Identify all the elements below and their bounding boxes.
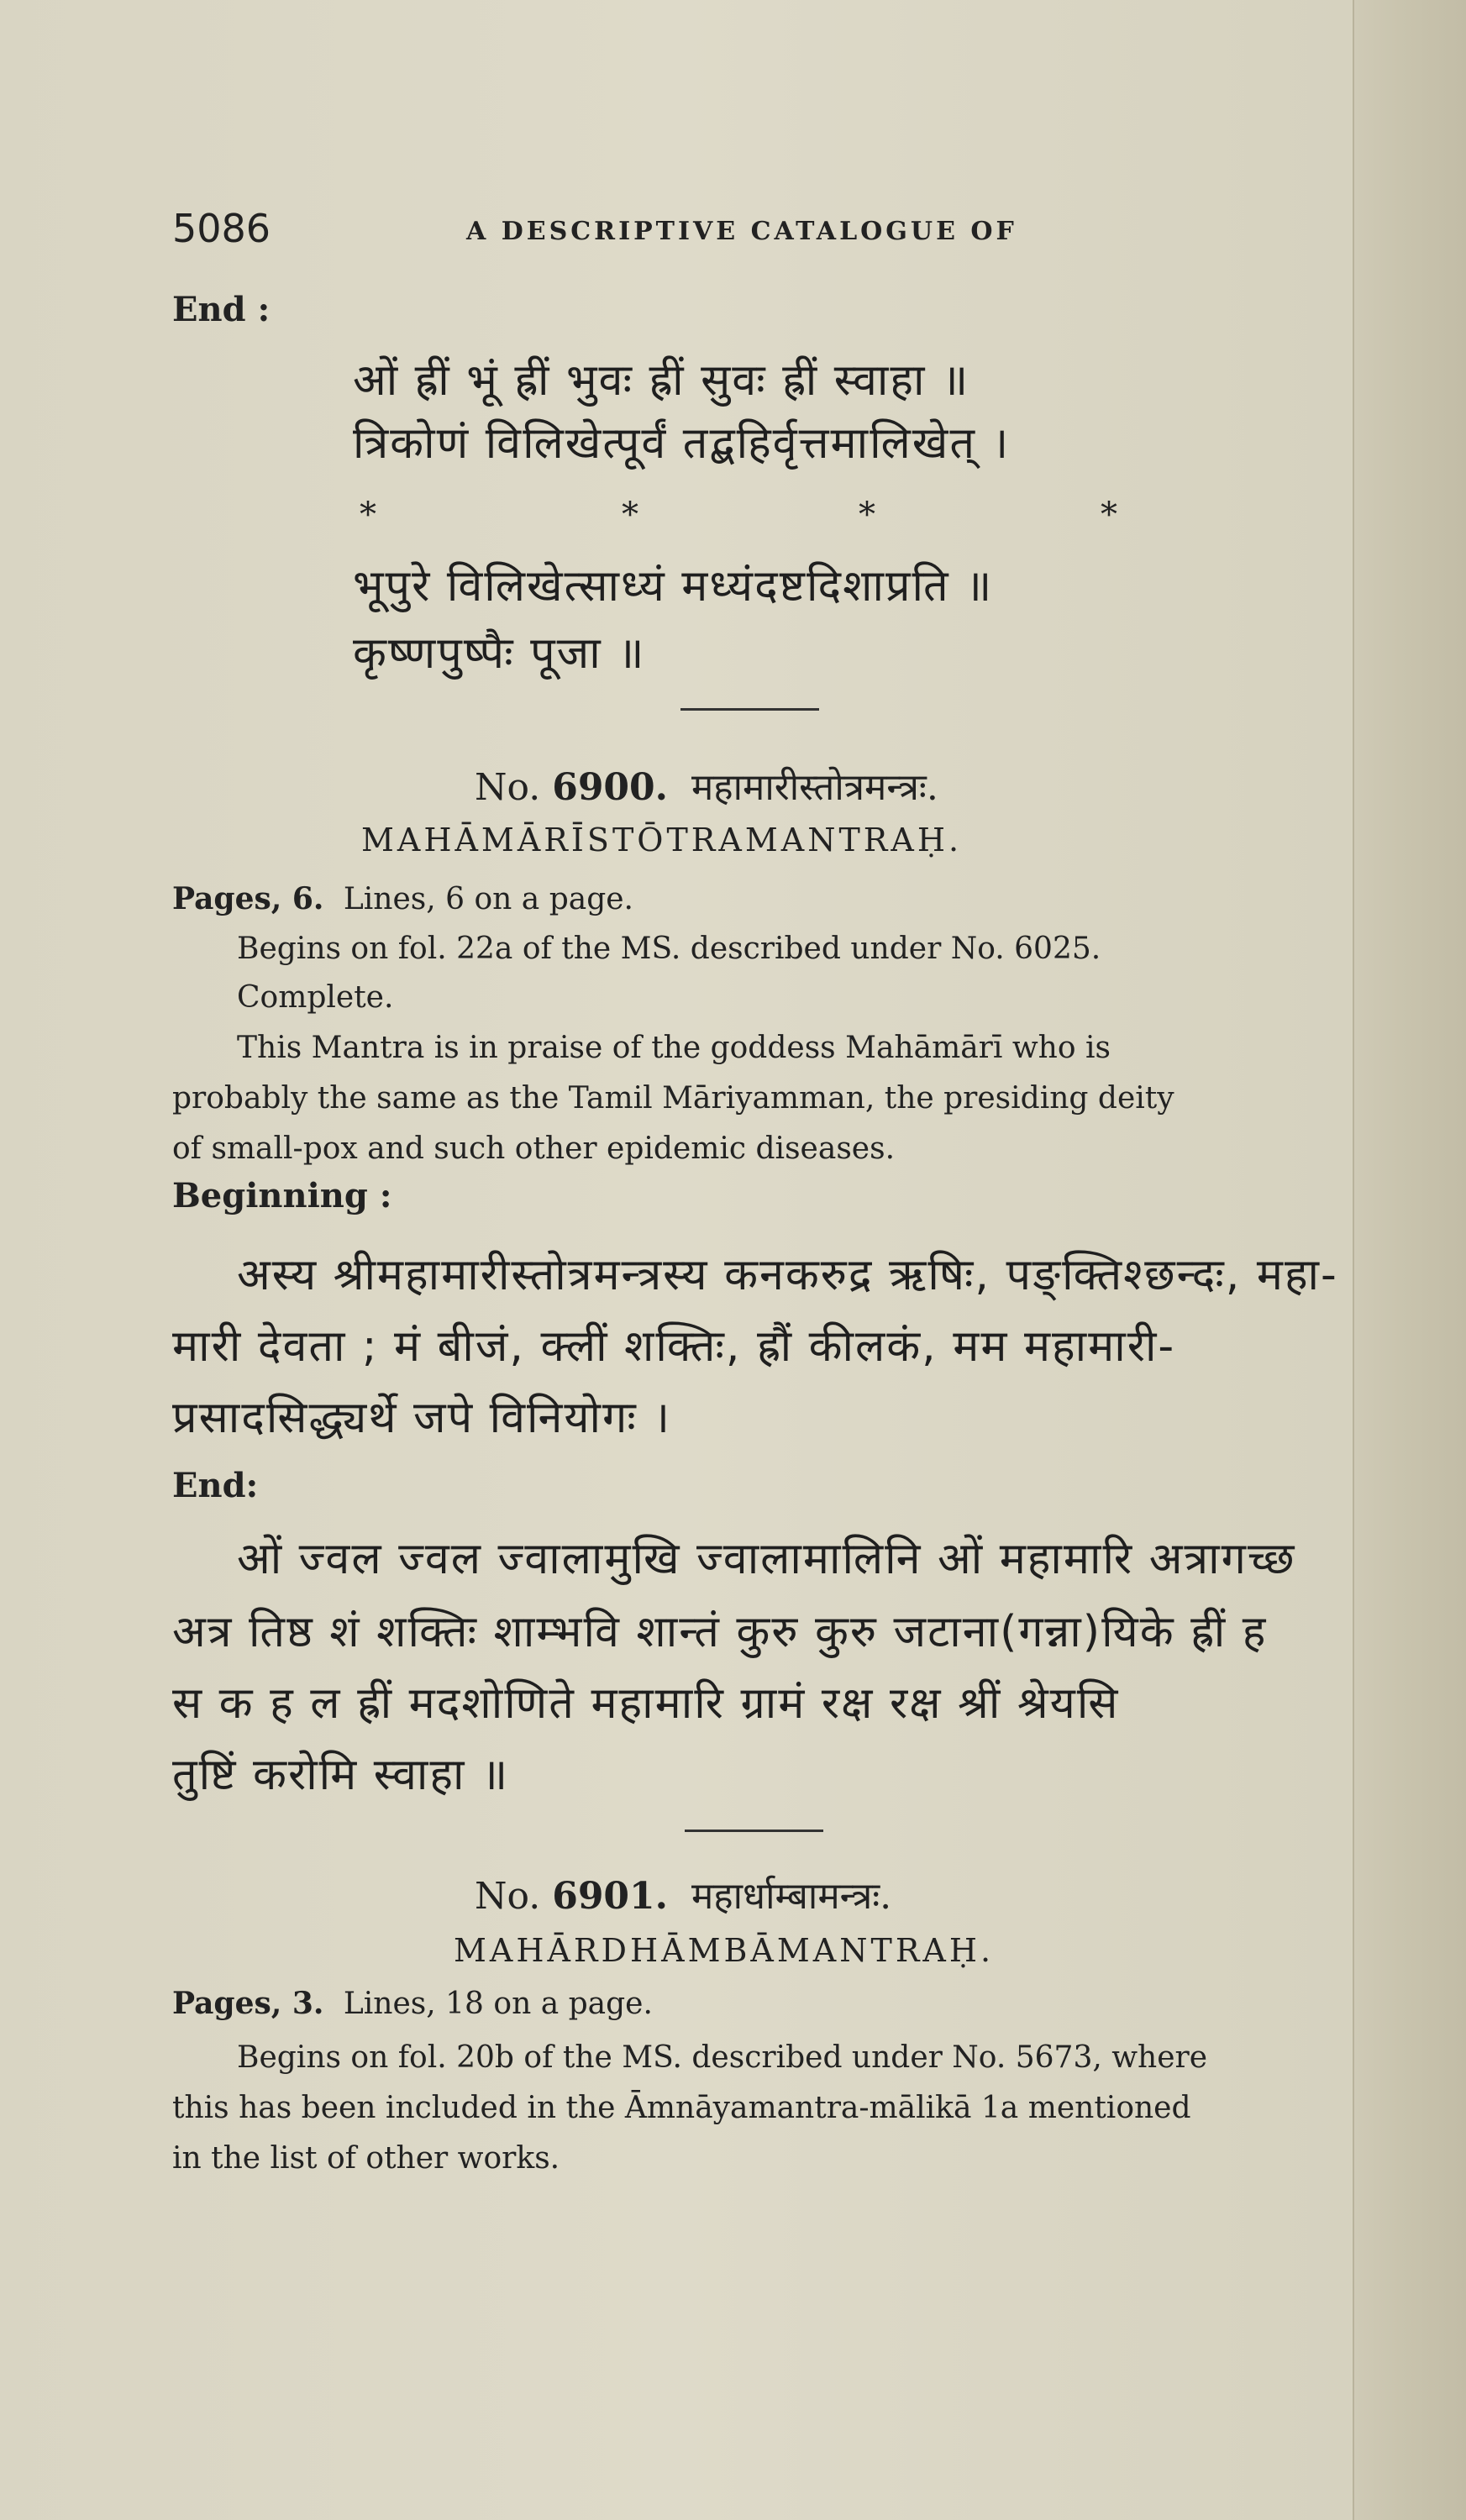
end6900-line-4: तुष्टिं करोमि स्वाहा ॥ xyxy=(172,1750,510,1800)
entry-title-translit: MAHĀMĀRĪSTŌTRAMANTRAḤ. xyxy=(361,822,963,858)
end-line-3: भूपुरे विलिखेत्साध्यं मध्यंदष्टदिशाप्रति ॥ xyxy=(353,561,994,612)
beginning-line-1: अस्य श्रीमहामारीस्तोत्रमन्त्रस्य कनकरुद्र ऋषिः, पङ्क्तिश्छन्दः, महा- xyxy=(237,1250,1338,1300)
end-line-2: त्रिकोणं विलिखेत्पूर्वं तद्बहिर्वृत्तमालिखेत् । xyxy=(353,418,1011,469)
description-line-3: of small-pox and such other epidemic diseases. xyxy=(172,1131,896,1166)
description-line-1: Begins on fol. 20b of the MS. described under No. 5673, where xyxy=(237,2040,1208,2075)
section-divider-2 xyxy=(685,1830,823,1832)
ellipsis-star-2: * xyxy=(622,496,638,534)
begins-info: Begins on fol. 22a of the MS. described under No. 6025. xyxy=(237,932,1101,966)
entry-title-translit: MAHĀRDHĀMBĀMANTRAḤ. xyxy=(454,1932,995,1969)
end-line-1: ओं ह्रीं भूं ह्रीं भुवः ह्रीं सुवः ह्रीं स्वाहा ॥ xyxy=(353,355,970,406)
description-line-2: probably the same as the Tamil Māriyamman, the presiding deity xyxy=(172,1081,1174,1116)
ellipsis-star-4: * xyxy=(1101,496,1117,534)
entry-6901-heading xyxy=(475,1869,891,1919)
lines-info: Lines, 6 on a page. xyxy=(343,882,634,916)
running-title: A DESCRIPTIVE CATALOGUE OF xyxy=(466,217,1017,246)
beginning-line-2: मारी देवता ; मं बीजं, क्लीं शक्तिः, ह्रौं कीलकं, मम महामारी- xyxy=(172,1321,1176,1372)
pages-lines-info xyxy=(172,878,633,921)
end-line-4: कृष्णपुष्पैः पूजा ॥ xyxy=(353,628,646,679)
beginning-label: Beginning : xyxy=(172,1176,392,1215)
description-line-1: This Mantra is in praise of the goddess Mahāmārī who is xyxy=(237,1031,1111,1065)
pages-count: Pages, 3. xyxy=(172,1986,324,2021)
entry-title-devanagari: महामारीस्तोत्रमन्त्रः. xyxy=(691,766,938,809)
entry-no-label: No. xyxy=(475,1875,541,1918)
entry-no-label: No. xyxy=(475,766,541,809)
pages-count: Pages, 6. xyxy=(172,881,324,916)
ellipsis-star-3: * xyxy=(859,496,875,534)
entry-6900-heading xyxy=(475,760,938,811)
description-line-3: in the list of other works. xyxy=(172,2141,560,2176)
lines-info: Lines, 18 on a page. xyxy=(343,1987,653,2021)
ellipsis-star-1: * xyxy=(360,496,376,534)
end6900-line-1: ओं ज्वल ज्वल ज्वालामुखि ज्वालामालिनि ओं महामारि अत्रागच्छ xyxy=(237,1534,1296,1584)
complete-note: Complete. xyxy=(237,980,394,1015)
page-number: 5086 xyxy=(172,206,271,251)
section-divider xyxy=(680,708,819,711)
end6900-line-3: स क ह ल ह्रीं मदशोणिते महामारि ग्रामं रक्ष रक्ष श्रीं श्रेयसि xyxy=(172,1678,1120,1729)
entry-number: 6900. xyxy=(552,766,668,809)
end6900-line-2: अत्र तिष्ठ शं शक्तिः शाम्भवि शान्तं कुरु कुरु जटाना(गन्ना)यिके ह्रीं ह xyxy=(172,1607,1268,1657)
beginning-line-3: प्रसादसिद्ध्यर्थे जपे विनियोगः । xyxy=(172,1393,671,1443)
entry-title-devanagari: महार्धाम्बामन्त्रः. xyxy=(691,1875,892,1918)
pages-lines-info xyxy=(172,1982,653,2025)
end-label: End : xyxy=(172,290,271,329)
end-label-6900: End: xyxy=(172,1466,259,1505)
entry-number: 6901. xyxy=(552,1875,668,1918)
page-edge xyxy=(1353,0,1466,2520)
description-line-2: this has been included in the Āmnāyamantra-mālikā 1a mentioned xyxy=(172,2091,1191,2125)
